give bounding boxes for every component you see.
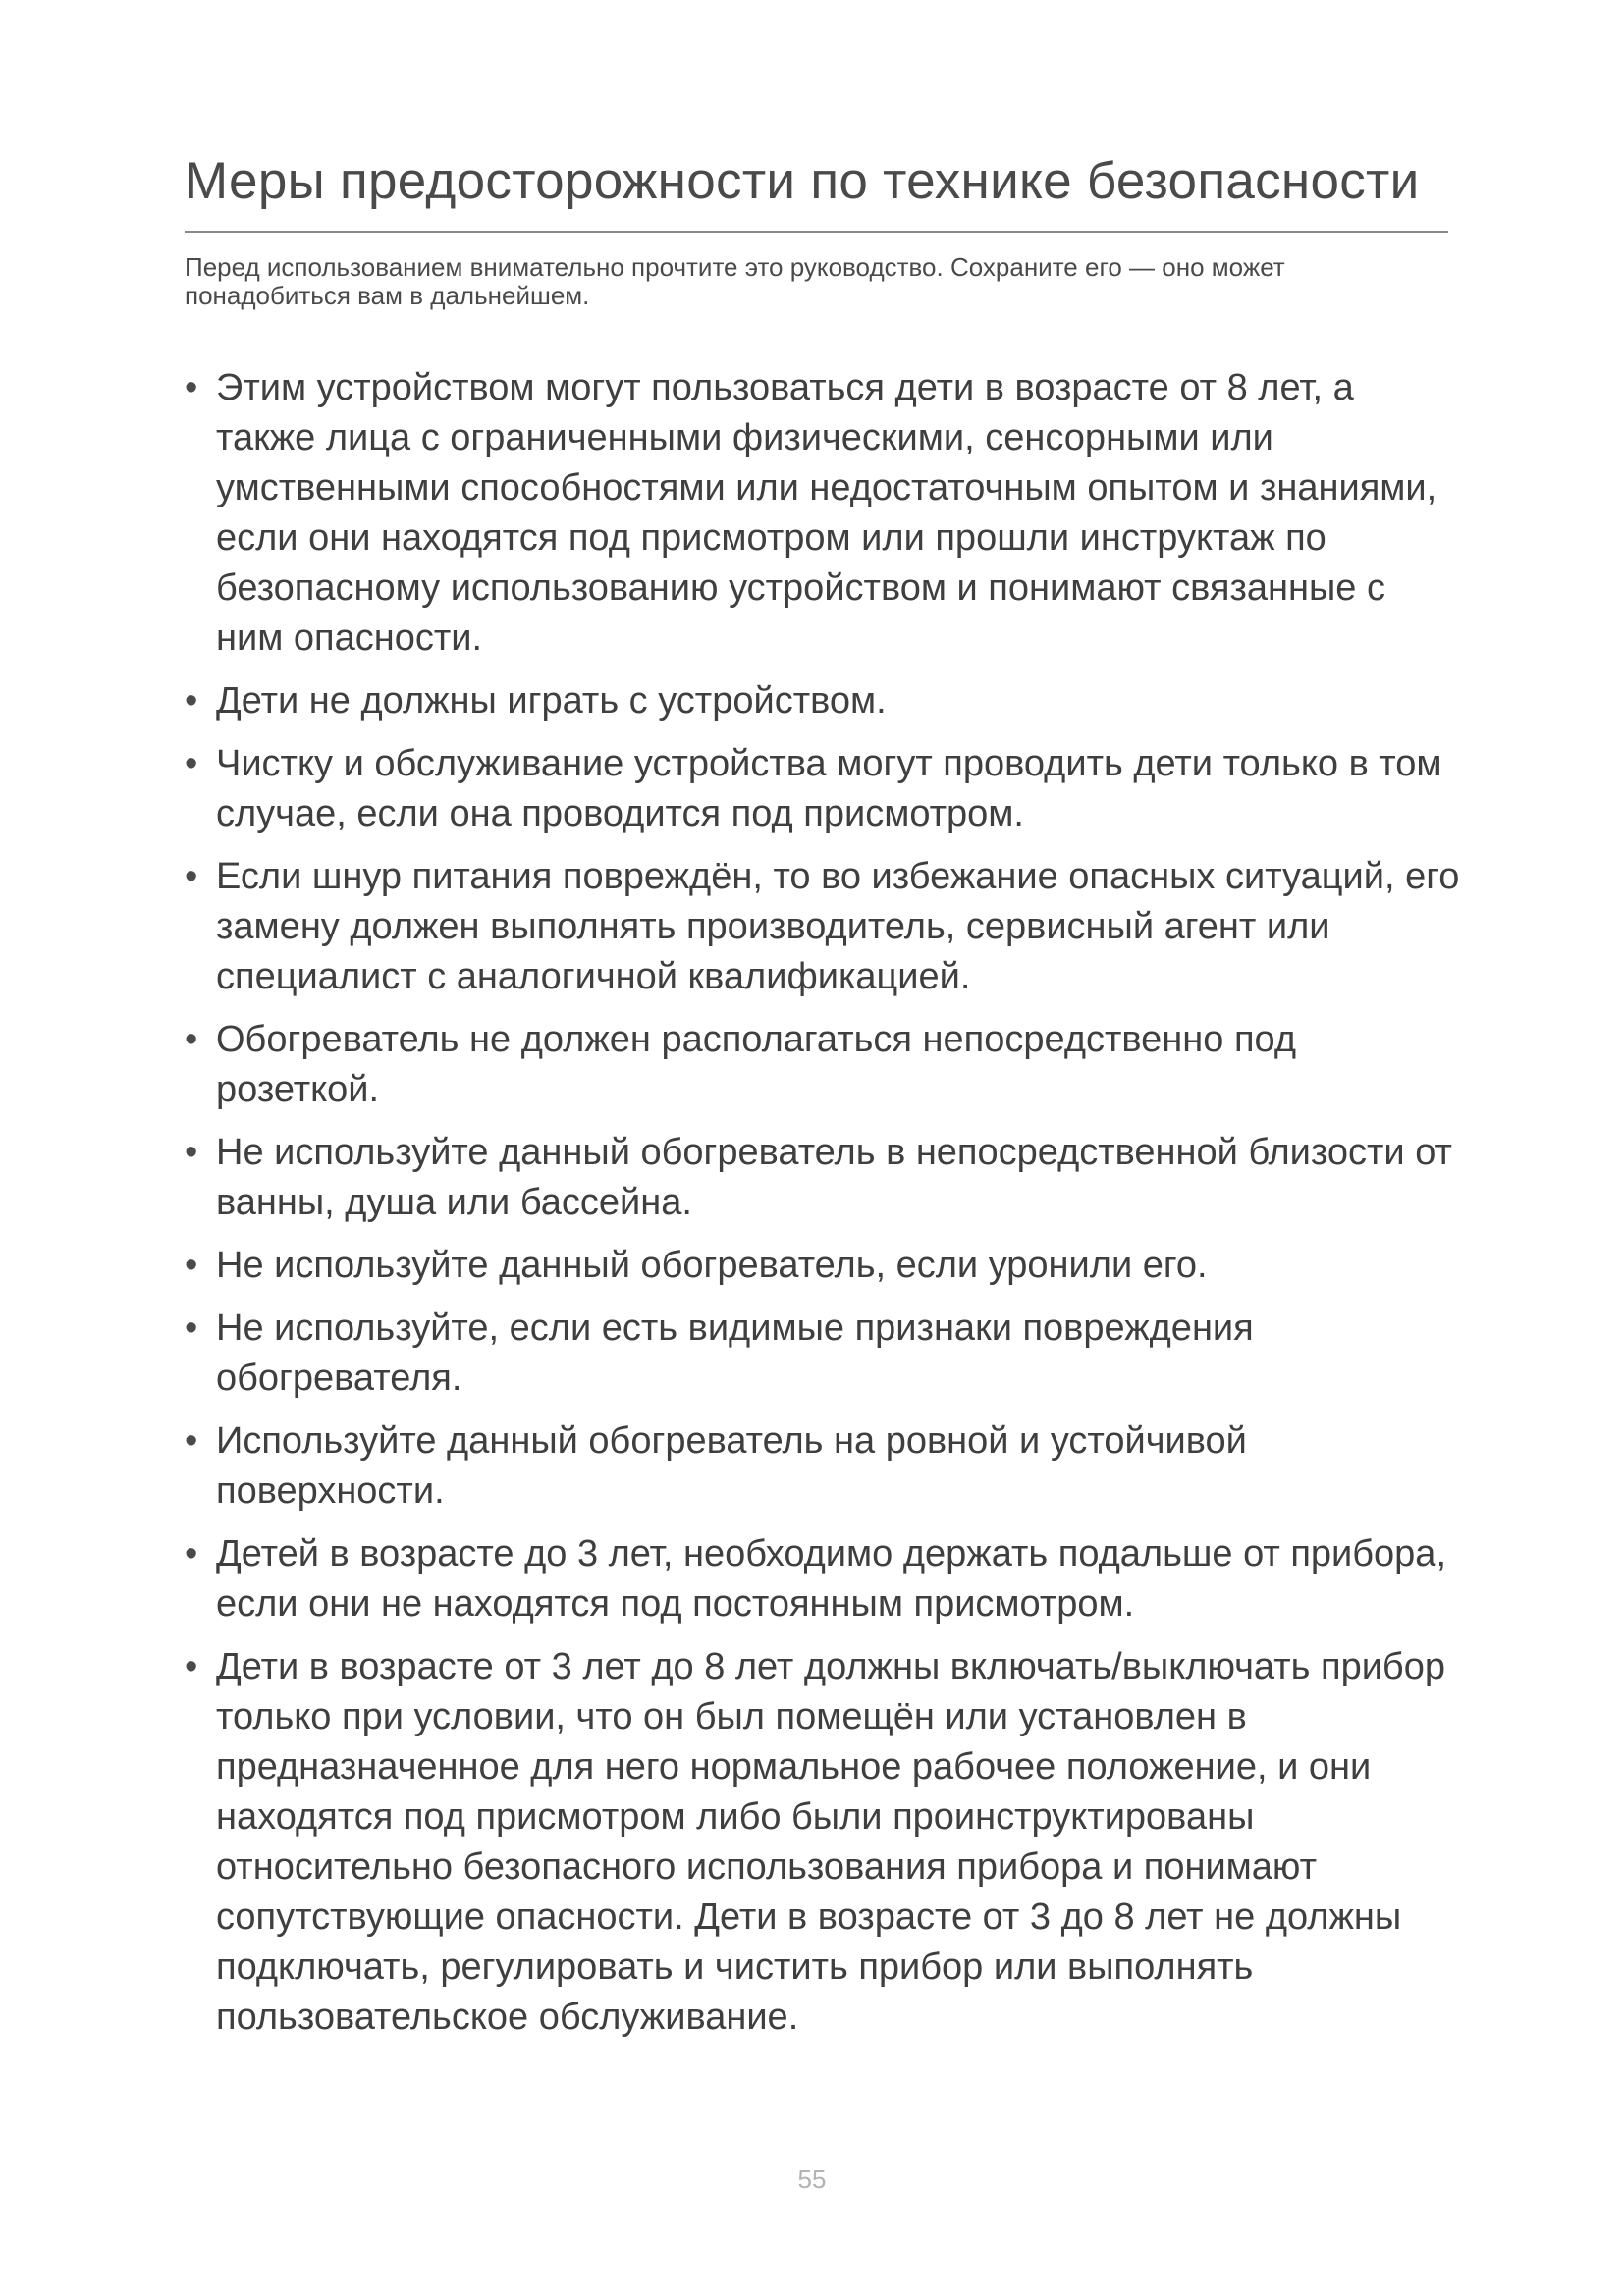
list-item-text: Если шнур питания повреждён, то во избежание опасных ситуаций, его замену должен выполнять производитель, сервисный агент или специалист с аналогичной квалификацией. — [216, 856, 1460, 997]
intro-paragraph: Перед использованием внимательно прочтите это руководство. Сохраните его — оно может понадобиться вам в дальнейшем. — [185, 252, 1285, 310]
bullet-icon: • — [185, 1245, 198, 1286]
list-item — [185, 1304, 1461, 1404]
list-item-text: Обогреватель не должен располагаться непосредственно под розеткой. — [216, 1019, 1296, 1110]
list-item-text: Не используйте данный обогреватель в непосредственной близости от ванны, душа или бассейна. — [216, 1132, 1452, 1223]
list-item-text: Этим устройством могут пользоваться дети в возрасте от 8 лет, а также лица с ограниченными физическими, сенсорными или умственными способностями или недостаточным опытом и знаниями, если они находятся под присмотром или прошли инструктаж по безопасному использованию устройством и понимают связанные с ним опасности. — [216, 367, 1437, 659]
list-item — [185, 739, 1461, 839]
list-item — [185, 1241, 1461, 1291]
bullet-icon: • — [185, 1132, 198, 1173]
page-title: Меры предосторожности по технике безопасности — [185, 152, 1420, 210]
title-divider — [185, 231, 1448, 233]
list-item — [185, 1416, 1461, 1517]
list-item-text: Чистку и обслуживание устройства могут проводить дети только в том случае, если она проводится под присмотром. — [216, 743, 1442, 834]
list-item — [185, 676, 1461, 726]
list-item — [185, 1015, 1461, 1115]
list-item — [185, 363, 1461, 664]
bullet-icon: • — [185, 680, 198, 721]
list-item-text: Используйте данный обогреватель на ровной и устойчивой поверхности. — [216, 1420, 1247, 1512]
bullet-icon: • — [185, 743, 198, 784]
list-item — [185, 1642, 1461, 2043]
bullet-icon: • — [185, 1533, 198, 1575]
list-item-text: Дети не должны играть с устройством. — [216, 680, 887, 721]
list-item — [185, 1529, 1461, 1629]
safety-list — [185, 363, 1461, 2056]
bullet-icon: • — [185, 856, 198, 897]
list-item-text: Не используйте, если есть видимые признаки повреждения обогревателя. — [216, 1308, 1254, 1399]
bullet-icon: • — [185, 1646, 198, 1687]
list-item — [185, 852, 1461, 1002]
bullet-icon: • — [185, 367, 198, 408]
list-item-text: Не используйте данный обогреватель, если уронили его. — [216, 1245, 1208, 1286]
list-item — [185, 1128, 1461, 1228]
list-item-text: Дети в возрасте от 3 лет до 8 лет должны включать/выключать прибор только при условии, что он был помещён или установлен в предназначенное для него нормальное рабочее положение, и они находятся под присмотром либо были проинструктированы относительно безопасного использования прибора и понимают сопутствующие опасности. Дети в возрасте от 3 до 8 лет не должны подключать, регулировать и чистить прибор или выполнять пользовательское обслуживание. — [216, 1646, 1445, 2038]
bullet-icon: • — [185, 1019, 198, 1060]
bullet-icon: • — [185, 1308, 198, 1349]
page-number: 55 — [797, 2164, 827, 2194]
bullet-icon: • — [185, 1420, 198, 1462]
list-item-text: Детей в возрасте до 3 лет, необходимо держать подальше от прибора, если они не находятся под постоянным присмотром. — [216, 1533, 1446, 1625]
